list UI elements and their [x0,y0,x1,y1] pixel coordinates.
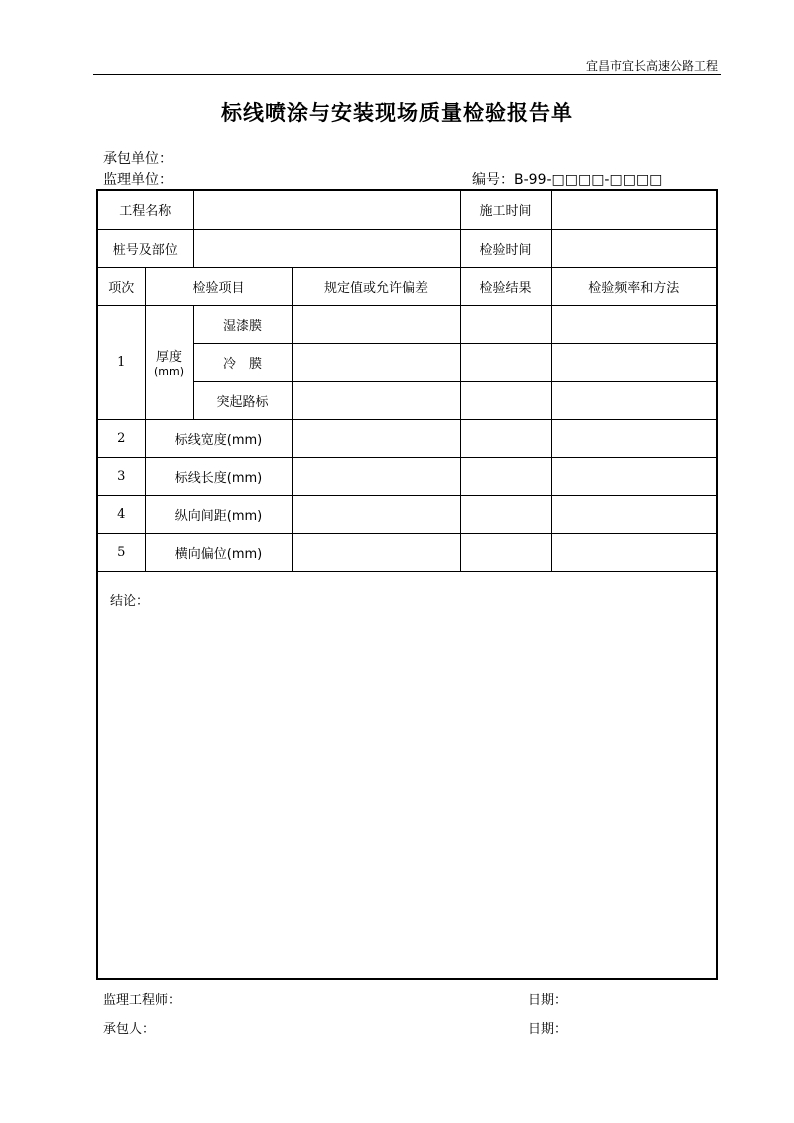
station-field[interactable] [193,229,460,267]
row-2-tolerance-field[interactable] [292,419,460,457]
page-title: 标线喷涂与安装现场质量检验报告单 [221,100,573,125]
header-item-no: 项次 [97,267,145,305]
header-result: 检验结果 [460,267,551,305]
row-5-frequency-field[interactable] [551,533,717,571]
row-5-result-field[interactable] [460,533,551,571]
row-2-no: 2 [97,419,145,457]
row-5-tolerance-field[interactable] [292,533,460,571]
row-1b-result-field[interactable] [460,343,551,381]
thickness-group [145,305,193,419]
contractor-person-label: 承包人： [103,1022,156,1037]
row-2-result-field[interactable] [460,419,551,457]
conclusion-label: 结论： [110,593,150,609]
inspection-table [96,189,718,980]
row-1-no: 1 [97,305,145,419]
supervising-engineer-label: 监理工程师： [103,993,182,1008]
row-4-no: 4 [97,495,145,533]
row-1a-result-field[interactable] [460,305,551,343]
contractor-unit-label: 承包单位： [103,151,173,167]
row-1b-tolerance-field[interactable] [292,343,460,381]
row-1a-frequency-field[interactable] [551,305,717,343]
header-inspection-item: 检验项目 [145,267,292,305]
item-line-length: 标线长度(mm) [145,457,292,495]
row-4-frequency-field[interactable] [551,495,717,533]
row-1c-frequency-field[interactable] [551,381,717,419]
row-1c-tolerance-field[interactable] [292,381,460,419]
form-number: 编号：B-99-□□□□-□□□□ [472,172,663,188]
row-3-frequency-field[interactable] [551,457,717,495]
construction-time-field[interactable] [551,190,717,229]
date-label-1: 日期： [528,993,568,1008]
row-1a-tolerance-field[interactable] [292,305,460,343]
project-header: 宜昌市宜长高速公路工程 [585,59,718,73]
thickness-unit: (mm) [154,365,185,378]
item-lateral-offset: 横向偏位(mm) [145,533,292,571]
item-longitudinal-spacing: 纵向间距(mm) [145,495,292,533]
header-tolerance: 规定值或允许偏差 [292,267,460,305]
supervisor-unit-label: 监理单位： [103,172,173,188]
row-4-result-field[interactable] [460,495,551,533]
project-name-field[interactable] [193,190,460,229]
inspection-time-field[interactable] [551,229,717,267]
subitem-raised-marker: 突起路标 [193,381,292,419]
item-line-width: 标线宽度(mm) [145,419,292,457]
subitem-wet-film: 湿漆膜 [193,305,292,343]
row-3-no: 3 [97,457,145,495]
thickness-label: 厚度 [156,350,183,365]
date-label-2: 日期： [528,1022,568,1037]
project-name-label: 工程名称 [97,190,193,229]
row-1c-result-field[interactable] [460,381,551,419]
header-frequency: 检验频率和方法 [551,267,717,305]
row-3-tolerance-field[interactable] [292,457,460,495]
row-3-result-field[interactable] [460,457,551,495]
row-5-no: 5 [97,533,145,571]
inspection-time-label: 检验时间 [460,229,551,267]
row-1b-frequency-field[interactable] [551,343,717,381]
subitem-cold-film: 冷 膜 [193,343,292,381]
row-4-tolerance-field[interactable] [292,495,460,533]
construction-time-label: 施工时间 [460,190,551,229]
conclusion-area[interactable] [97,571,717,979]
row-2-frequency-field[interactable] [551,419,717,457]
station-label: 桩号及部位 [97,229,193,267]
header-divider [93,74,721,75]
